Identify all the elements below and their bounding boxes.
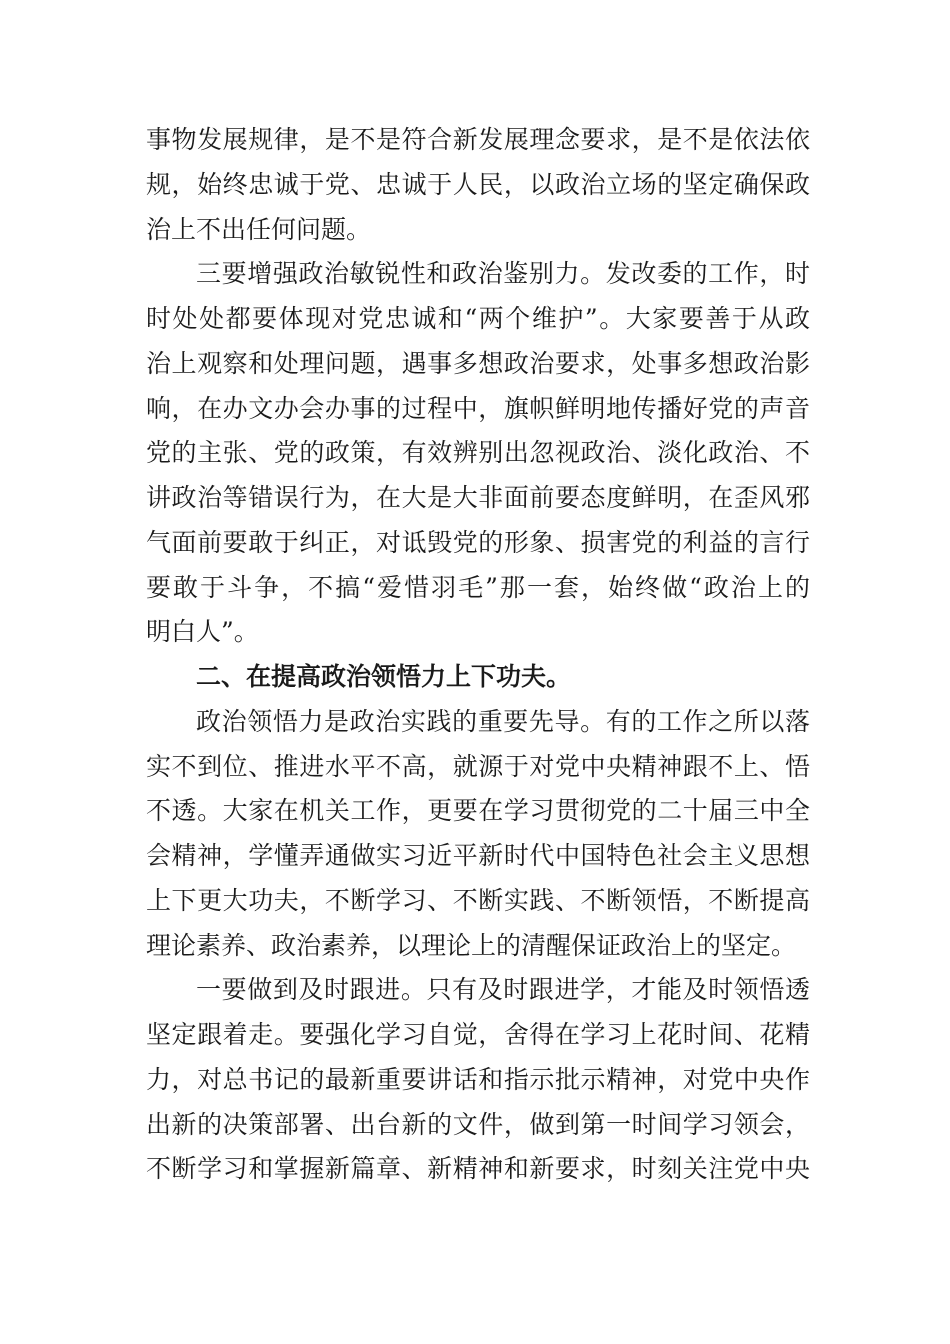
text-line: 一要做到及时跟进。只有及时跟进学，才能及时领悟透 xyxy=(196,975,810,1005)
text-line: 三要增强政治敏锐性和政治鉴别力。发改委的工作，时 xyxy=(196,259,810,289)
text-line: 实不到位、推进水平不高，就源于对党中央精神跟不上、悟 xyxy=(146,751,810,781)
text-line: 党的主张、党的政策，有效辨别出忽视政治、淡化政治、不 xyxy=(146,438,810,468)
text-line: 治上不出任何问题。 xyxy=(146,214,372,244)
text-line: 力，对总书记的最新重要讲话和指示批示精神，对党中央作 xyxy=(146,1064,810,1094)
text-line: 不断学习和掌握新篇章、新精神和新要求，时刻关注党中央 xyxy=(146,1154,810,1184)
text-line: 会精神，学懂弄通做实习近平新时代中国特色社会主义思想 xyxy=(146,841,810,870)
text-line: 理论素养、政治素养，以理论上的清醒保证政治上的坚定。 xyxy=(146,930,797,960)
text-line: 讲政治等错误行为，在大是大非面前要态度鲜明，在歪风邪 xyxy=(146,483,810,512)
text-line: 出新的决策部署、出台新的文件，做到第一时间学习领会， xyxy=(146,1109,810,1139)
section-heading: 二、在提高政治领悟力上下功夫。 xyxy=(196,662,572,691)
text-line: 明白人”。 xyxy=(146,617,259,647)
text-line: 规，始终忠诚于党、忠诚于人民，以政治立场的坚定确保政 xyxy=(146,169,810,199)
text-line: 要敢于斗争，不搞“爱惜羽毛”那一套，始终做“政治上的 xyxy=(146,572,810,602)
text-line: 政治领悟力是政治实践的重要先导。有的工作之所以落 xyxy=(196,706,810,736)
text-line: 上下更大功夫，不断学习、不断实践、不断领悟，不断提高 xyxy=(146,885,810,915)
document-body xyxy=(146,118,810,1192)
text-line: 事物发展规律，是不是符合新发展理念要求，是不是依法依 xyxy=(146,125,810,154)
text-line: 坚定跟着走。要强化学习自觉，舍得在学习上花时间、花精 xyxy=(146,1020,810,1049)
text-line: 不透。大家在机关工作，更要在学习贯彻党的二十届三中全 xyxy=(146,796,810,826)
text-line: 时处处都要体现对党忠诚和“两个维护”。大家要善于从政 xyxy=(146,304,810,333)
text-line: 响，在办文办会办事的过程中，旗帜鲜明地传播好党的声音 xyxy=(146,393,810,423)
text-line: 治上观察和处理问题，遇事多想政治要求，处事多想政治影 xyxy=(146,348,810,378)
text-line: 气面前要敢于纠正，对诋毁党的形象、损害党的利益的言行 xyxy=(146,527,810,557)
